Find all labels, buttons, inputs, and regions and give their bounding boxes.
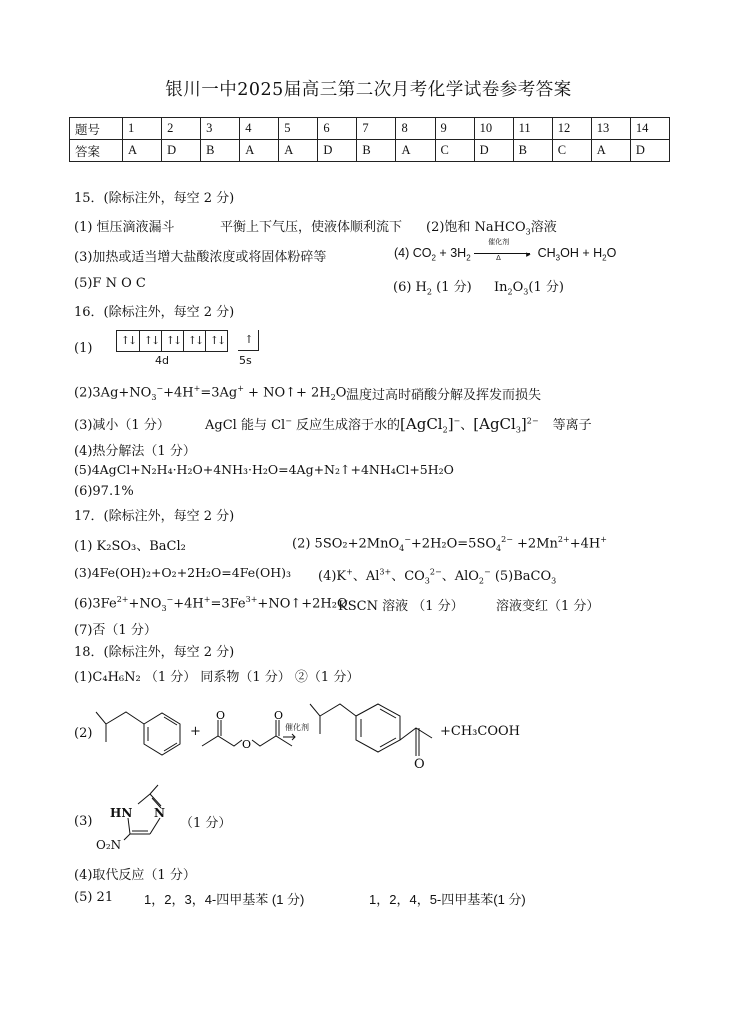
imidazole-HN: HN xyxy=(110,806,133,820)
orbital-box: ↑↓ xyxy=(120,334,136,347)
answer-cell: A xyxy=(591,140,630,162)
q16-line1-a: (1) xyxy=(74,341,93,356)
q18-line5-c: 1，2，4，5-四甲基苯(1 分) xyxy=(369,892,526,907)
answer-cell: D xyxy=(162,140,201,162)
q17-line2-a: (3)4Fe(OH)₂+O₂+2H₂O=4Fe(OH)₃ xyxy=(74,565,292,580)
answer-cell: A xyxy=(123,140,162,162)
question-number-cell: 7 xyxy=(357,118,396,140)
q18-line3-label: (3) xyxy=(74,814,93,829)
question-number-cell: 3 xyxy=(201,118,240,140)
q18-line3-score: （1 分） xyxy=(180,816,232,831)
question-number-cell: 2 xyxy=(162,118,201,140)
q15-line3-c: $In_2O_3(1$ 分) xyxy=(494,280,564,297)
orbital-4d xyxy=(116,330,228,352)
q17-line2-b: (4)K+、$Al^{3+}$、$CO_3^{2-}$、AlO$_2$− (5)BaCO$_3$ xyxy=(318,567,557,586)
q17-line4: (7)否（1 分） xyxy=(74,623,157,638)
answer-cell: B xyxy=(357,140,396,162)
answer-cell: D xyxy=(318,140,357,162)
orbital-box: ↑↓ xyxy=(161,331,184,351)
q16-line6: (6)97.1% xyxy=(74,484,134,499)
question-number-cell: 6 xyxy=(318,118,357,140)
q18-line4: (4)取代反应（1 分） xyxy=(74,868,196,883)
table-row xyxy=(70,140,670,162)
answer-cell: C xyxy=(552,140,591,162)
orbital-box: ↑ xyxy=(244,333,252,346)
q16-header: 16．(除标注外，每空 2 分) xyxy=(74,305,235,320)
orbital-label-5s: 5s xyxy=(239,354,252,367)
answer-cell: B xyxy=(513,140,552,162)
answer-cell: A xyxy=(279,140,318,162)
row-label: 题号 xyxy=(70,118,123,140)
svg-text:O: O xyxy=(274,709,284,722)
imidazole-O2N: O₂N xyxy=(96,838,122,852)
q17-header: 17．(除标注外，每空 2 分) xyxy=(74,509,235,524)
q16-line3-b: AgCl 能与 Cl− 反应生成溶于水的[AgCl$_2$]−、[AgCl$_3$]$^{2-}$ 等离子 xyxy=(205,415,592,435)
question-number-cell: 5 xyxy=(279,118,318,140)
question-number-cell: 8 xyxy=(396,118,435,140)
answer-cell: D xyxy=(474,140,513,162)
orbital-box: ↑↓ xyxy=(183,331,206,351)
q16-line2: $(2)3Ag+NO_3^-+4H^+=3Ag^+$ + NO↑+ $2H_2O$ xyxy=(74,384,347,402)
q16-line3-a: (3)减小（1 分） xyxy=(74,418,170,433)
answer-cell: D xyxy=(630,140,669,162)
isobutylbenzene-structure xyxy=(92,700,192,760)
q15-header: 15．(除标注外，每空 2 分) xyxy=(74,191,235,206)
q15-line3-b: (6) $H_2$ (1 分) xyxy=(393,280,472,297)
q17-line3-g: 溶液变红（1 分） xyxy=(496,599,600,614)
row-label: 答案 xyxy=(70,140,123,162)
q18-line2-label: (2) xyxy=(74,726,93,741)
question-number-cell: 9 xyxy=(435,118,474,140)
svg-text:O: O xyxy=(216,709,226,722)
q15-line1-b: 平衡上下气压，使液体顺利流下 xyxy=(220,220,403,235)
orbital-5s xyxy=(238,330,259,351)
orbital-box: ↑↓ xyxy=(139,331,162,351)
reaction-arrow: 催化剂 ▸ Δ xyxy=(474,247,534,261)
answer-cell: B xyxy=(201,140,240,162)
q15-line1-a: (1) 恒压滴液漏斗 xyxy=(74,220,175,235)
answer-cell: A xyxy=(396,140,435,162)
q18-line5-b: 1，2，3，4-四甲基苯 (1 分) xyxy=(144,892,305,907)
q16-line5: (5)4AgCl+N₂H₄·H₂O+4NH₃·H₂O=4Ag+N₂↑+4NH₄Cl+5H₂O xyxy=(74,462,454,477)
carbonyl-oxygen: O xyxy=(414,757,425,772)
q15-line3-a: (5)F N O C xyxy=(74,276,146,291)
q17-line3: $(6)3Fe^{2+}+NO_3^-+4H^+=3Fe^{3+}+NO↑+2H_2O$ xyxy=(74,595,348,613)
acetic-anhydride-structure xyxy=(198,708,298,758)
orbital-box: ↑↓ xyxy=(205,331,228,351)
svg-text:O: O xyxy=(242,738,252,751)
q15-line2-a: (3)加热或适当增大盐酸浓度或将固体粉碎等 xyxy=(74,250,327,265)
answer-cell: A xyxy=(240,140,279,162)
table-row xyxy=(70,118,670,140)
reaction-arrow xyxy=(283,734,297,740)
orbital-label-4d: 4d xyxy=(155,354,169,367)
question-number-cell: 12 xyxy=(552,118,591,140)
q18-header: 18．(除标注外，每空 2 分) xyxy=(74,645,235,660)
page-title: 银川一中2025届高三第二次月考化学试卷参考答案 xyxy=(165,80,572,100)
answer-table xyxy=(69,117,670,162)
q17-line3-f: KSCN 溶液 （1 分） xyxy=(338,599,464,614)
product-tail: +CH₃COOH xyxy=(440,724,520,739)
q18-line5-a: (5) 21 xyxy=(74,890,114,905)
question-number-cell: 1 xyxy=(123,118,162,140)
q17-line1-b: (2) $5SO_2+2MnO_4^-+2H_2O=5SO_4^{2-} +2Mn^{2+}+4H^+$ xyxy=(292,535,607,553)
q16-line4: (4)热分解法（1 分） xyxy=(74,444,196,459)
question-number-cell: 11 xyxy=(513,118,552,140)
answer-cell: C xyxy=(435,140,474,162)
plus-sign: + xyxy=(190,724,201,739)
imidazole-N: N xyxy=(154,806,165,820)
q15-equation: (4) $CO_2 + 3H_2$ 催化剂 ▸ Δ $CH_3OH + H_2O$ xyxy=(394,238,617,263)
q15-line1-c: (2)饱和 NaHCO$_3$溶液 xyxy=(426,220,557,237)
question-number-cell: 14 xyxy=(630,118,669,140)
q18-line1: (1)C₄H₆N₂ （1 分） 同系物（1 分） ②（1 分） xyxy=(74,670,360,685)
question-number-cell: 4 xyxy=(240,118,279,140)
q16-line2-note: 温度过高时硝酸分解及挥发而损失 xyxy=(346,388,542,403)
question-number-cell: 10 xyxy=(474,118,513,140)
question-number-cell: 13 xyxy=(591,118,630,140)
reaction-arrow-label: 催化剂 xyxy=(285,723,309,732)
q17-line1-a: (1) K₂SO₃、BaCl₂ xyxy=(74,539,186,554)
